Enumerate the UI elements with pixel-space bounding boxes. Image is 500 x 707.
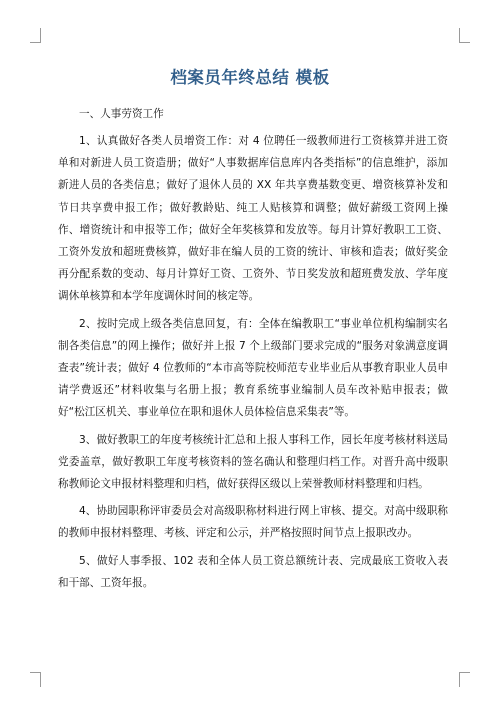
document-body [58, 104, 448, 599]
paragraph-1: 1、认真做好各类人员增资工作：对 4 位聘任一级教师进行工资核算并进工资单和对新进人员工资造册；做好“人事数据库信息库内各类指标”的信息维护，添加新进人员的各类信息；做好了退休人员的 XX 年共享费基数变更、增资核算补发和节日共享费申报工作；做好教龄贴、纯工人贴核算和调整；做好薪级工资网上操作、增资统计和申报等工作；做好全年奖核算和发放等。每月计算好教职工工资、工资外发放和超班费核算，做好非在编人员的工资的统计、审核和造表；做好奖金再分配系数的变动、每月计算好工资、工资外、节日奖发放和超班费发放、学年度调休单核算和本学年度调休时间的核定等。 [58, 135, 448, 303]
paragraph-2: 2、按时完成上级各类信息回复，有：全体在编教职工“事业单位机构编制实名制各类信息”的网上操作；做好并上报 7 个上级部门要求完成的“服务对象满意度调查表”统计表；做好 4 位教师的“本市高等院校师范专业毕业后从事教育职业人员申请学费返还”材料收集与名册上报；教育系统事业编制人员车改补贴申报表；做好“松江区机关、事业单位在职和退休人员体检信息采集表”等。 [58, 317, 448, 419]
crop-mark-bottom-right [459, 672, 470, 687]
paragraph-5: 5、做好人事季报、102 表和全体人员工资总额统计表、完成最底工资收入表和干部、工资年报。 [58, 554, 448, 589]
document-title: 档案员年终总结 模板 [170, 68, 330, 87]
paragraph-3: 3、做好教职工的年度考核统计汇总和上报人事科工作，园长年度考核材料送局党委盖章，做好教职工年度考核资料的签名确认和整理归档工作。对晋升高中级职称教师论文申报材料整理和归档，做好获得区级以上荣誉教师材料整理和归档。 [58, 433, 448, 491]
crop-mark-bottom-left [30, 672, 41, 687]
crop-mark-top-right [459, 28, 470, 43]
section-heading: 一、人事劳资工作 [79, 108, 164, 120]
paragraph-4: 4、协助园职称评审委员会对高级职称材料进行网上审核、提交。对高中级职称的教师申报材料整理、考核、评定和公示，并严格按照时间节点上报职改办。 [58, 505, 448, 540]
crop-mark-top-left [30, 28, 41, 43]
